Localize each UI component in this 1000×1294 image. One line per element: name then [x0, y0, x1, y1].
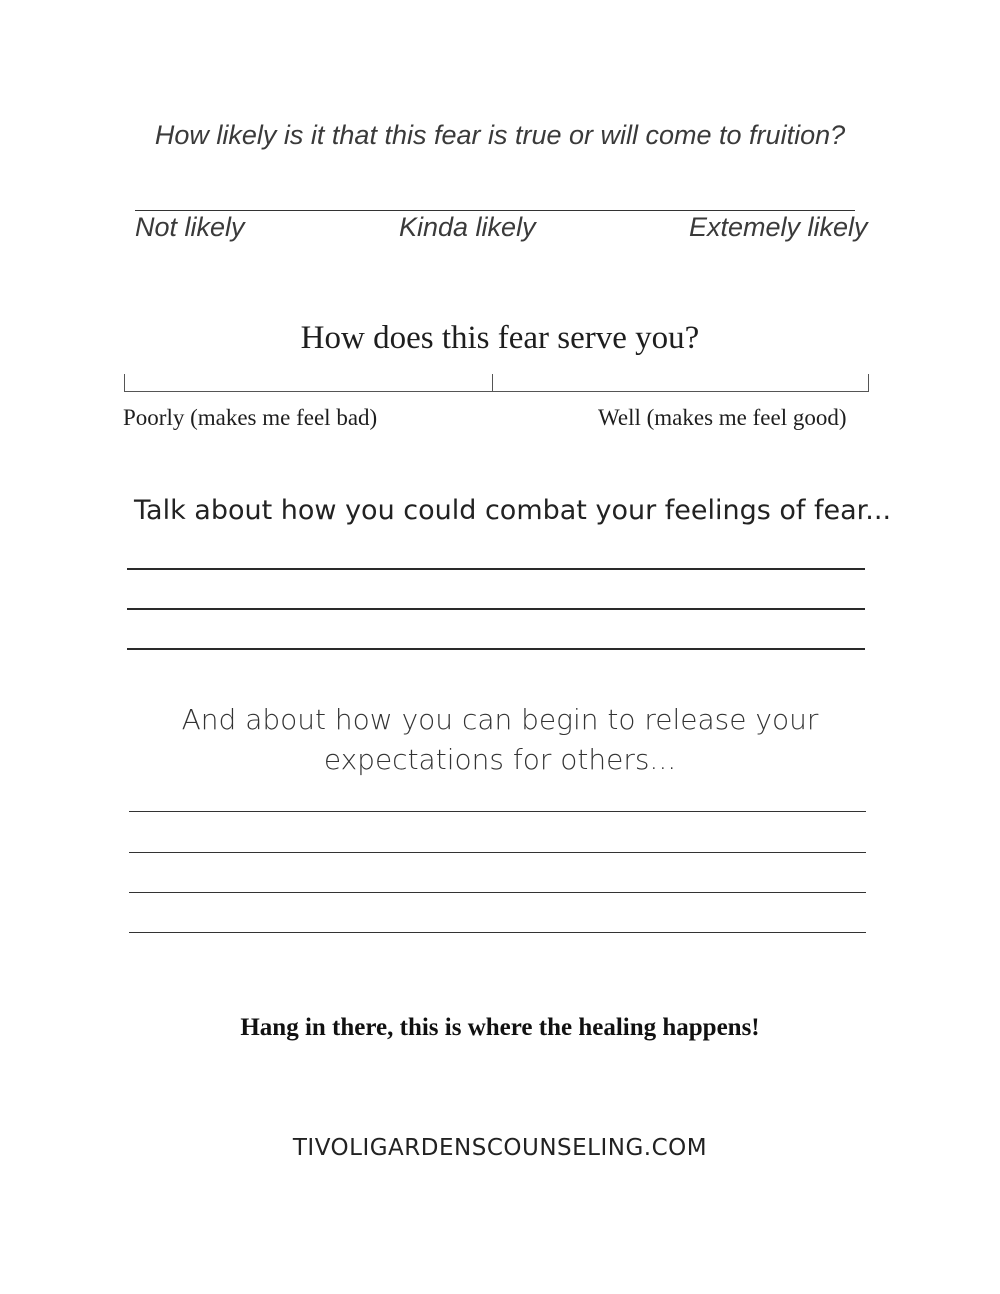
serve-label-well: Well (makes me feel good) [598, 405, 847, 430]
release-answer-line-4[interactable] [129, 932, 866, 933]
release-answer-line-1[interactable] [129, 811, 866, 812]
website-url: TIVOLIGARDENSCOUNSELING.COM [292, 1135, 708, 1161]
likelihood-scale-line[interactable] [135, 210, 855, 211]
serve-question: How does this fear serve you? [300, 320, 700, 356]
combat-prompt: Talk about how you could combat your feelings of fear... [134, 495, 892, 526]
scale-label-extremely-likely: Extemely likely [689, 212, 868, 242]
scale-label-kinda-likely: Kinda likely [399, 212, 536, 242]
serve-scale-tick-right [868, 374, 869, 392]
scale-label-not-likely: Not likely [135, 212, 245, 242]
likelihood-question: How likely is it that this fear is true or will come to fruition? [154, 120, 846, 150]
serve-scale-tick-left [124, 374, 125, 392]
serve-scale-line[interactable] [124, 391, 869, 392]
release-answer-line-3[interactable] [129, 892, 866, 893]
release-prompt-line-2: expectations for others... [323, 743, 677, 776]
combat-answer-line-1[interactable] [127, 568, 865, 570]
serve-scale-tick-middle [492, 374, 493, 392]
combat-answer-line-2[interactable] [127, 608, 865, 610]
encouragement-text: Hang in there, this is where the healing happens! [240, 1014, 760, 1041]
serve-label-poorly: Poorly (makes me feel bad) [123, 405, 378, 430]
release-prompt-line-1: And about how you can begin to release your [181, 703, 819, 736]
release-answer-line-2[interactable] [129, 852, 866, 853]
combat-answer-line-3[interactable] [127, 648, 865, 650]
release-prompt [0, 700, 1000, 780]
